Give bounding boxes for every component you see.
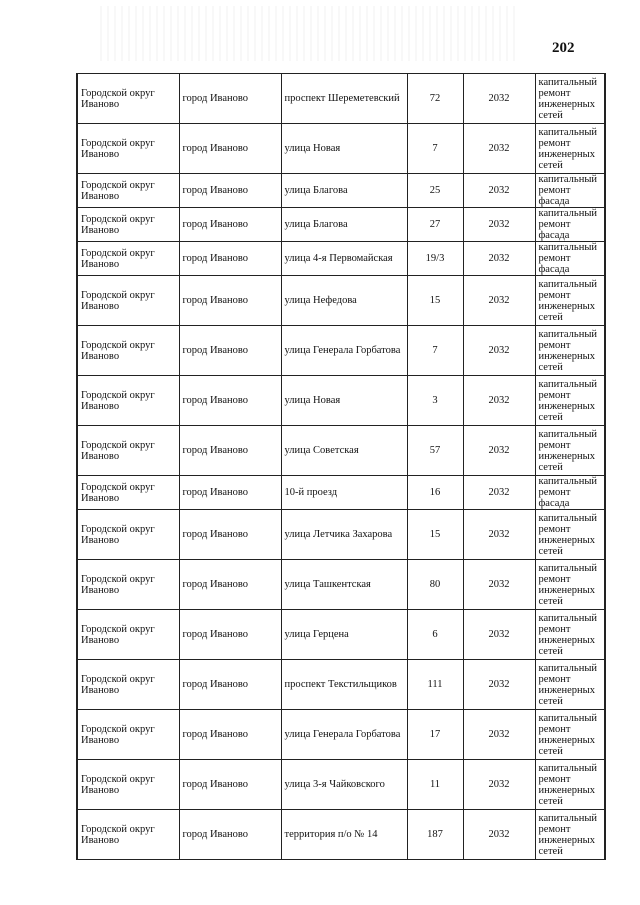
table-row <box>77 660 605 710</box>
table-row <box>77 376 605 426</box>
house-number-cell: 16 <box>407 476 463 510</box>
registry-table <box>76 73 606 860</box>
year-cell: 2032 <box>463 560 535 610</box>
street-cell: проспект Шереметевский <box>281 74 407 124</box>
house-number-cell: 15 <box>407 510 463 560</box>
year-cell: 2032 <box>463 660 535 710</box>
house-number-cell: 3 <box>407 376 463 426</box>
house-number-cell: 80 <box>407 560 463 610</box>
table-row <box>77 610 605 660</box>
page-number: 202 <box>552 40 575 56</box>
street-cell: улица 4-я Первомайская <box>281 242 407 276</box>
settlement-cell: город Иваново <box>179 426 281 476</box>
municipality-cell: Городской округ Иваново <box>77 124 179 174</box>
house-number-cell: 27 <box>407 208 463 242</box>
work-type-cell: капитальный ремонт инженерных сетей <box>535 660 605 710</box>
work-type-cell: капитальный ремонт инженерных сетей <box>535 810 605 860</box>
table-row <box>77 326 605 376</box>
work-type-cell: капитальный ремонт инженерных сетей <box>535 124 605 174</box>
street-cell: улица Нефедова <box>281 276 407 326</box>
table-row <box>77 760 605 810</box>
settlement-cell: город Иваново <box>179 124 281 174</box>
municipality-cell: Городской округ Иваново <box>77 326 179 376</box>
street-cell: улица Советская <box>281 426 407 476</box>
work-type-cell: капитальный ремонт фасада <box>535 174 605 208</box>
street-cell: улица Благова <box>281 208 407 242</box>
settlement-cell: город Иваново <box>179 810 281 860</box>
work-type-cell: капитальный ремонт инженерных сетей <box>535 74 605 124</box>
house-number-cell: 6 <box>407 610 463 660</box>
work-type-cell: капитальный ремонт инженерных сетей <box>535 760 605 810</box>
year-cell: 2032 <box>463 476 535 510</box>
work-type-cell: капитальный ремонт фасада <box>535 208 605 242</box>
settlement-cell: город Иваново <box>179 276 281 326</box>
house-number-cell: 111 <box>407 660 463 710</box>
table-row <box>77 74 605 124</box>
municipality-cell: Городской округ Иваново <box>77 242 179 276</box>
table-row <box>77 208 605 242</box>
year-cell: 2032 <box>463 276 535 326</box>
table-row <box>77 242 605 276</box>
municipality-cell: Городской округ Иваново <box>77 510 179 560</box>
settlement-cell: город Иваново <box>179 510 281 560</box>
settlement-cell: город Иваново <box>179 660 281 710</box>
scan-artifact <box>100 6 520 61</box>
work-type-cell: капитальный ремонт инженерных сетей <box>535 710 605 760</box>
settlement-cell: город Иваново <box>179 208 281 242</box>
year-cell: 2032 <box>463 326 535 376</box>
settlement-cell: город Иваново <box>179 710 281 760</box>
house-number-cell: 7 <box>407 326 463 376</box>
work-type-cell: капитальный ремонт инженерных сетей <box>535 560 605 610</box>
municipality-cell: Городской округ Иваново <box>77 476 179 510</box>
municipality-cell: Городской округ Иваново <box>77 174 179 208</box>
settlement-cell: город Иваново <box>179 560 281 610</box>
work-type-cell: капитальный ремонт инженерных сетей <box>535 276 605 326</box>
municipality-cell: Городской округ Иваново <box>77 710 179 760</box>
settlement-cell: город Иваново <box>179 174 281 208</box>
municipality-cell: Городской округ Иваново <box>77 276 179 326</box>
work-type-cell: капитальный ремонт фасада <box>535 242 605 276</box>
municipality-cell: Городской округ Иваново <box>77 560 179 610</box>
table-row <box>77 174 605 208</box>
table-row <box>77 276 605 326</box>
municipality-cell: Городской округ Иваново <box>77 810 179 860</box>
table-row <box>77 124 605 174</box>
year-cell: 2032 <box>463 74 535 124</box>
house-number-cell: 15 <box>407 276 463 326</box>
settlement-cell: город Иваново <box>179 376 281 426</box>
street-cell: улица Генерала Горбатова <box>281 710 407 760</box>
table-row <box>77 510 605 560</box>
municipality-cell: Городской округ Иваново <box>77 74 179 124</box>
municipality-cell: Городской округ Иваново <box>77 208 179 242</box>
street-cell: 10-й проезд <box>281 476 407 510</box>
street-cell: улица Благова <box>281 174 407 208</box>
house-number-cell: 11 <box>407 760 463 810</box>
year-cell: 2032 <box>463 174 535 208</box>
work-type-cell: капитальный ремонт инженерных сетей <box>535 376 605 426</box>
house-number-cell: 25 <box>407 174 463 208</box>
table-row <box>77 476 605 510</box>
street-cell: улица Генерала Горбатова <box>281 326 407 376</box>
municipality-cell: Городской округ Иваново <box>77 610 179 660</box>
work-type-cell: капитальный ремонт инженерных сетей <box>535 610 605 660</box>
street-cell: улица Ташкентская <box>281 560 407 610</box>
street-cell: улица 3-я Чайковского <box>281 760 407 810</box>
table-row <box>77 810 605 860</box>
street-cell: улица Новая <box>281 376 407 426</box>
table-row <box>77 560 605 610</box>
settlement-cell: город Иваново <box>179 610 281 660</box>
year-cell: 2032 <box>463 426 535 476</box>
street-cell: проспект Текстильщиков <box>281 660 407 710</box>
house-number-cell: 17 <box>407 710 463 760</box>
settlement-cell: город Иваново <box>179 242 281 276</box>
settlement-cell: город Иваново <box>179 476 281 510</box>
year-cell: 2032 <box>463 810 535 860</box>
registry-table-body <box>77 74 605 860</box>
settlement-cell: город Иваново <box>179 74 281 124</box>
year-cell: 2032 <box>463 208 535 242</box>
settlement-cell: город Иваново <box>179 760 281 810</box>
year-cell: 2032 <box>463 242 535 276</box>
municipality-cell: Городской округ Иваново <box>77 660 179 710</box>
year-cell: 2032 <box>463 760 535 810</box>
year-cell: 2032 <box>463 376 535 426</box>
house-number-cell: 19/3 <box>407 242 463 276</box>
year-cell: 2032 <box>463 710 535 760</box>
street-cell: улица Летчика Захарова <box>281 510 407 560</box>
year-cell: 2032 <box>463 610 535 660</box>
house-number-cell: 57 <box>407 426 463 476</box>
year-cell: 2032 <box>463 124 535 174</box>
street-cell: улица Новая <box>281 124 407 174</box>
work-type-cell: капитальный ремонт инженерных сетей <box>535 426 605 476</box>
municipality-cell: Городской округ Иваново <box>77 760 179 810</box>
work-type-cell: капитальный ремонт фасада <box>535 476 605 510</box>
municipality-cell: Городской округ Иваново <box>77 376 179 426</box>
year-cell: 2032 <box>463 510 535 560</box>
street-cell: территория п/о № 14 <box>281 810 407 860</box>
work-type-cell: капитальный ремонт инженерных сетей <box>535 326 605 376</box>
house-number-cell: 187 <box>407 810 463 860</box>
work-type-cell: капитальный ремонт инженерных сетей <box>535 510 605 560</box>
house-number-cell: 72 <box>407 74 463 124</box>
house-number-cell: 7 <box>407 124 463 174</box>
settlement-cell: город Иваново <box>179 326 281 376</box>
table-row <box>77 426 605 476</box>
municipality-cell: Городской округ Иваново <box>77 426 179 476</box>
table-row <box>77 710 605 760</box>
street-cell: улица Герцена <box>281 610 407 660</box>
